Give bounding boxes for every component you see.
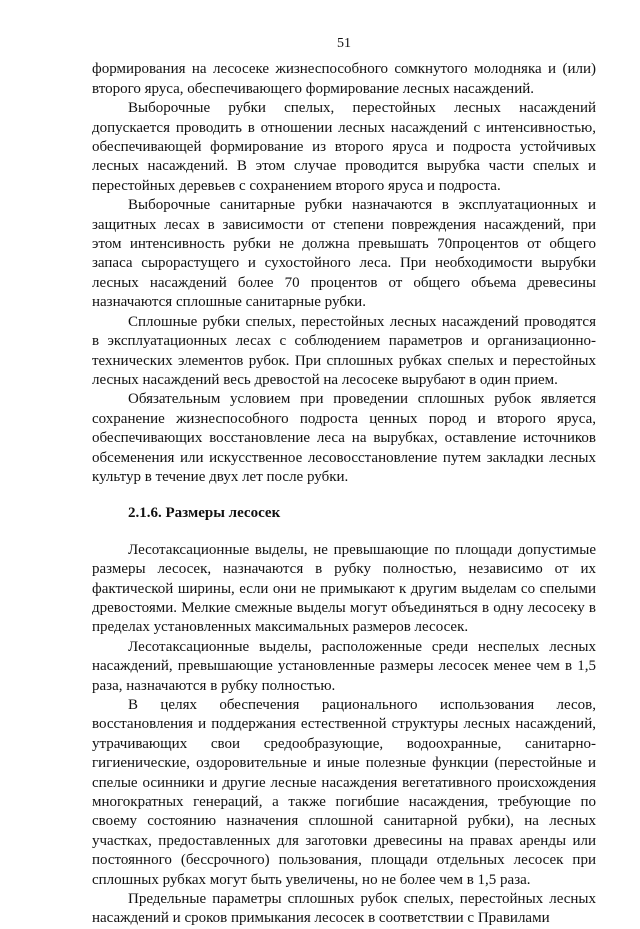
paragraph: Лесотаксационные выделы, расположенные среди неспелых лесных насаждений, превышающие установленные размеры лесосек менее чем в 1,5 раза, назначаются в рубку полностью. bbox=[92, 638, 596, 694]
paragraph: В целях обеспечения рационального использования лесов, восстановления и поддержания естественной структуры лесных насаждений, утрачивающих свои средообразующие, водоохранные, санитарно-гигиенические, оздоровительные и иные полезные функции (перестойные и спелые осинники и другие лесные насаждения вегетативного происхождения многократных генераций, а также погибшие насаждения, требующие по своему состоянию назначения сплошной санитарной рубки), на лесных участках, предоставленных для заготовки древесины на правах аренды или постоянного (бессрочного) пользования, площади отдельных лесосек при сплошных рубках могут быть увеличены, но не более чем в 1,5 раза. bbox=[92, 697, 596, 888]
paragraph: Лесотаксационные выделы, не превышающие по площади допустимые размеры лесосек, назначаются в рубку полностью, независимо от их фактической ширины, если они не примыкают к другим выделам со спелыми древостоями. Мелкие смежные выделы могут объединяться в одну лесосеку в пределах установленных максимальных размеров лесосек. bbox=[92, 541, 596, 636]
paragraph: Обязательным условием при проведении сплошных рубок является сохранение жизнеспособного подроста ценных пород и второго яруса, обеспечивающих восстановление леса на вырубках, оставление источников обсеменения или искусственное лесовосстановление путем закладки лесных культур в течение двух лет после рубки. bbox=[92, 391, 596, 485]
paragraph: Выборочные рубки спелых, перестойных лесных насаждений допускается проводить в отношении лесных насаждений с интенсивностью, обеспечивающей формирование из второго яруса и подроста устойчивых лесных насаждений. В этом случае проводится вырубка части спелых и перестойных деревьев с сохранением второго яруса и подроста. bbox=[92, 100, 596, 194]
section-heading: 2.1.6. Размеры лесосек bbox=[128, 505, 281, 522]
paragraph: формирования на лесосеке жизнеспособного сомкнутого молодняка и (или) второго яруса, обеспечивающего формирование лесных насаждений. bbox=[92, 61, 596, 97]
paragraph: Сплошные рубки спелых, перестойных лесных насаждений проводятся в эксплуатационных лесах с соблюдением параметров и организационно-технических элементов рубок. При сплошных рубках спелых и перестойных лесных насаждений весь древостой на лесосеке вырубают в один прием. bbox=[92, 313, 596, 388]
paragraph: Выборочные санитарные рубки назначаются в эксплуатационных и защитных лесах в зависимости от степени повреждения насаждений, при этом интенсивность рубки не должна превышать 70процентов от общего запаса сырорастущего и сухостойного леса. При необходимости вырубки лесных насаждений более 70 процентов от общего объема древесины назначаются сплошные санитарные рубки. bbox=[92, 197, 596, 311]
paragraph: Предельные параметры сплошных рубок спелых, перестойных лесных насаждений и сроков примыкания лесосек в соответствии с Правилами bbox=[92, 891, 596, 927]
page-number: 51 bbox=[337, 36, 351, 51]
